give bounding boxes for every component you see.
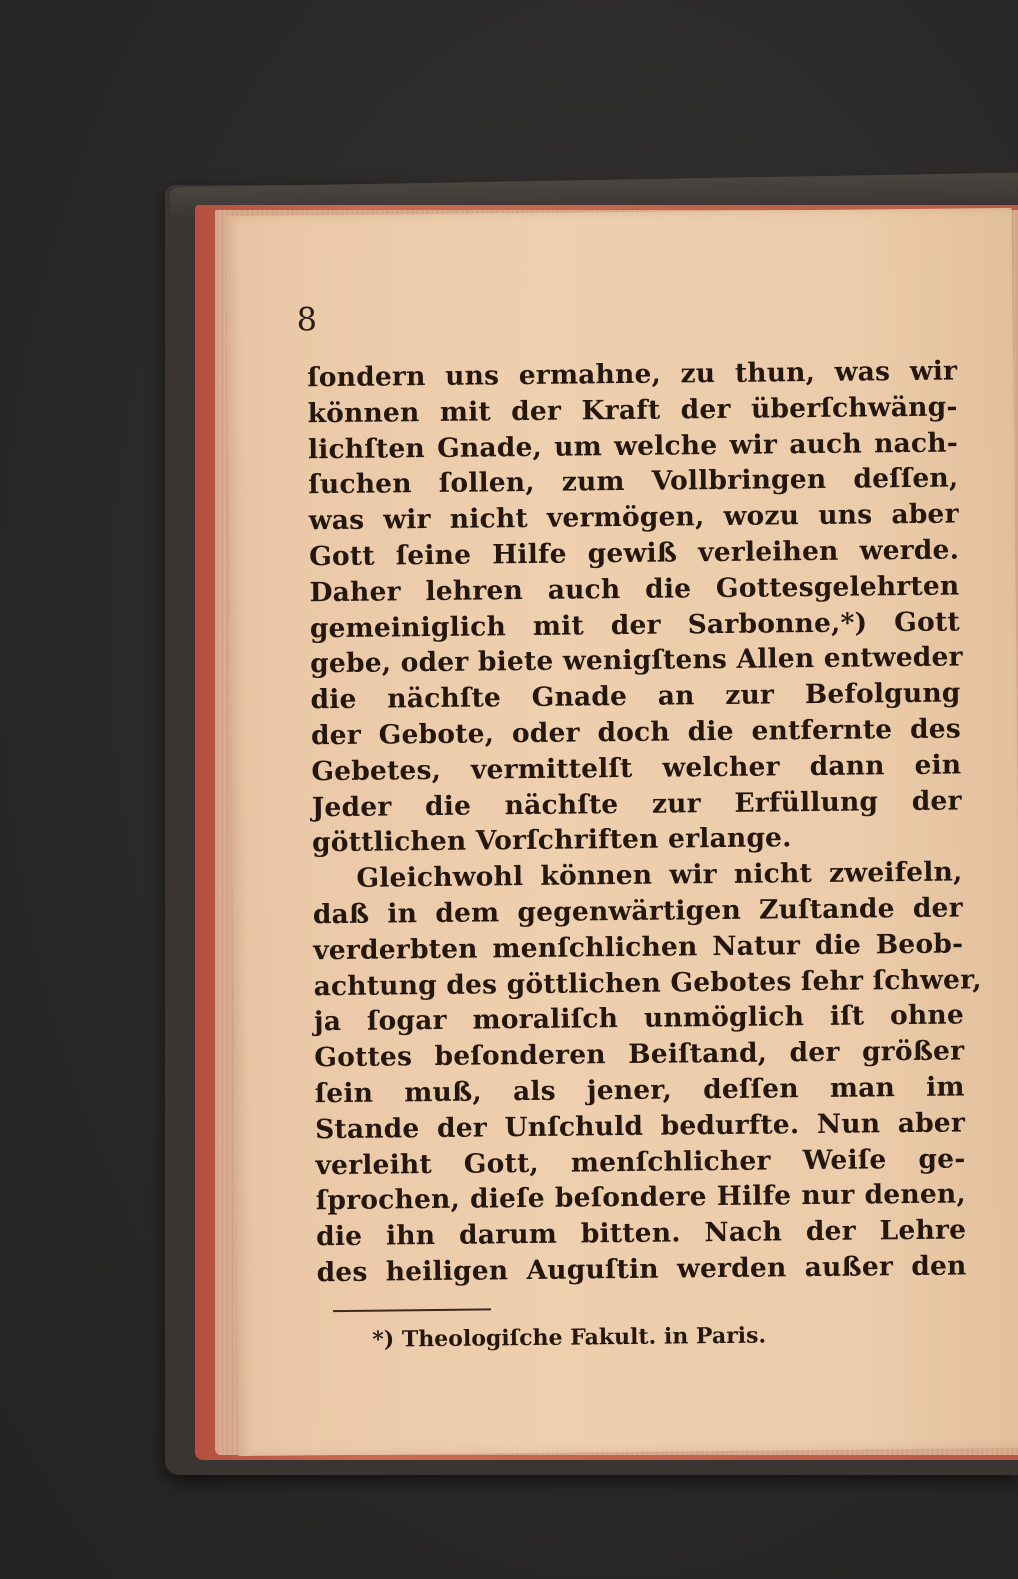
text-line: gebe, oder biete wenigſtens Allen entweder (310, 641, 963, 680)
text-line: Gottes beſonderen Beiſtand, der größer (314, 1035, 965, 1074)
footnote: *) Theologiſche Fakult. in Paris. (372, 1322, 767, 1353)
text-line: achtung des göttlichen Gebotes ſehr ſchwer, (313, 963, 982, 1002)
text-line: verleiht Gott, menſchlicher Weiſe ge- (315, 1142, 966, 1181)
text-line: Gott ſeine Hilfe gewiß verleihen werde. (308, 534, 960, 573)
text-line: gemeiniglich mit der Sarbonne,*) Gott (309, 606, 960, 644)
text-line: göttlichen Vorſchriften erlange. (311, 822, 792, 859)
text-line: des heiligen Auguſtin werden außer den (316, 1250, 967, 1289)
text-line: Jeder die nächſte zur Erfüllung der (311, 785, 962, 823)
body-text (307, 353, 982, 1290)
text-line: Gebetes, vermittelſt welcher dann ein (311, 749, 962, 788)
text-line: die ihn darum bitten. Nach der Lehre (316, 1214, 967, 1253)
text-line: die nächſte Gnade an zur Befolgung (310, 677, 961, 716)
text-line: Gleichwohl können wir nicht zweifeln, (356, 856, 963, 894)
text-line: können mit der Kraft der überſchwäng- (307, 391, 958, 430)
text-line: der Gebote, oder doch die entfernte des (310, 713, 962, 752)
text-line: Daher lehren auch die Gottesgelehrten (309, 570, 960, 609)
text-line: lichſten Gnade, um welche wir auch nach- (307, 427, 959, 465)
text-line: ſondern uns ermahne, zu thun, was wir (307, 355, 958, 394)
book-page (226, 208, 1018, 1456)
text-line: ſein muß, als jener, deſſen man im (314, 1071, 965, 1110)
text-line: ja ſogar moraliſch unmöglich iſt ohne (313, 999, 965, 1038)
text-line: verderbten menſchlichen Natur die Beob- (313, 928, 964, 967)
footnote-divider (333, 1308, 491, 1312)
text-line: Stande der Unſchuld bedurfte. Nun aber (314, 1107, 966, 1145)
text-line: ſuchen ſollen, zum Vollbringen deſſen, (308, 462, 959, 501)
text-line: was wir nicht vermögen, wozu uns aber (308, 498, 959, 537)
text-line: ſprochen, dieſe beſondere Hilfe nur denen, (315, 1178, 966, 1217)
text-line: daß in dem gegenwärtigen Zuſtande der (312, 892, 963, 931)
page-number: 8 (296, 300, 318, 339)
